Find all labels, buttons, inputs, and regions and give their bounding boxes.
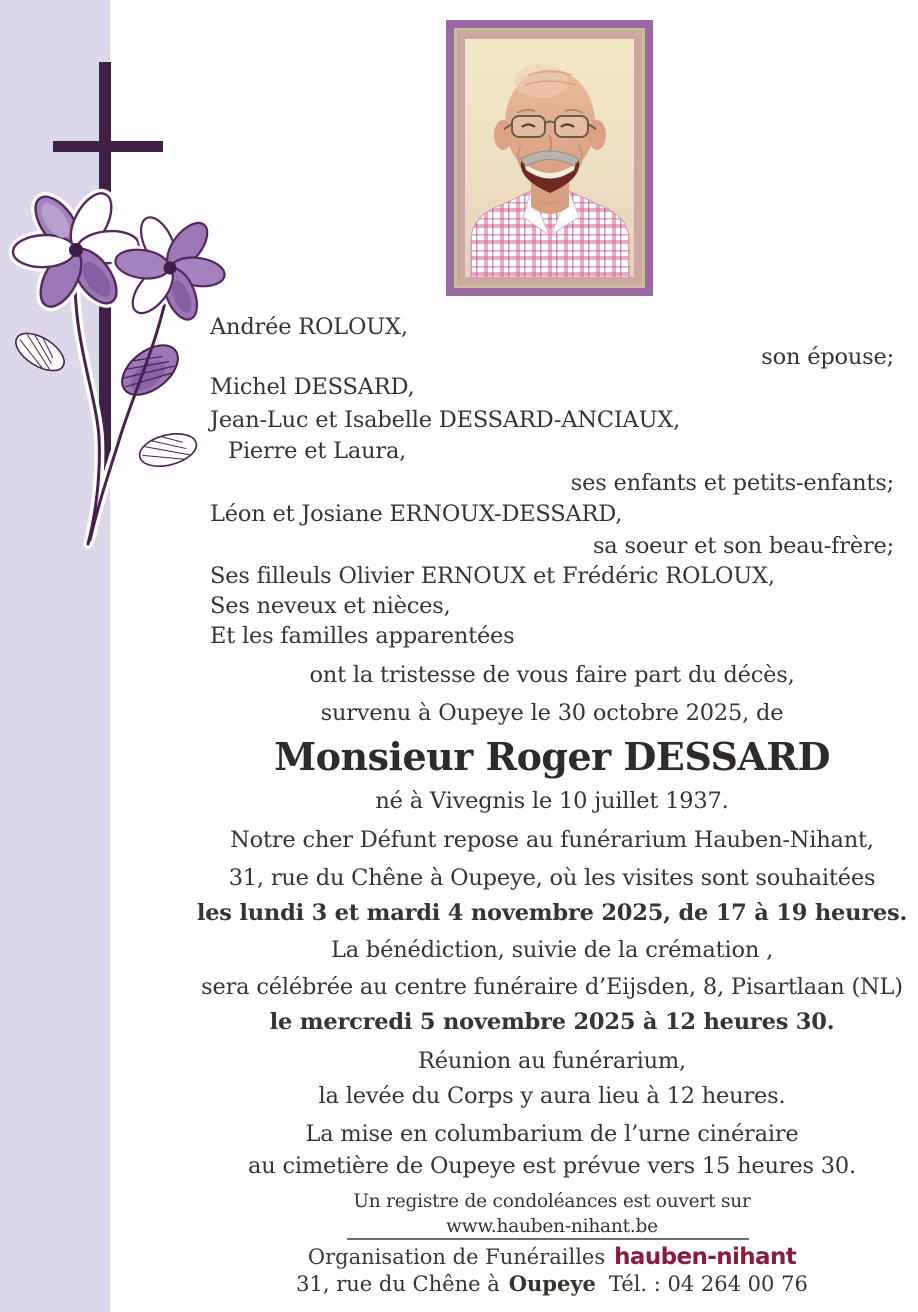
wake-line-1: Notre cher Défunt repose au funérarium Hauben-Nihant, [230, 827, 874, 853]
family-line-son: Michel DESSARD, [210, 374, 415, 400]
family-line-related: Et les familles apparentées [210, 623, 515, 649]
website-url: www.hauben-nihant.be [446, 1216, 658, 1237]
family-line-nephews: Ses neveux et nièces, [210, 593, 451, 619]
cross-icon [53, 141, 163, 152]
ceremony-line-2: sera célébrée au centre funéraire d’Eijsden, 8, Pisartlaan (NL) [201, 974, 903, 1000]
family-line-children: Jean-Luc et Isabelle DESSARD-ANCIAUX, [210, 407, 681, 433]
ceremony-date-line: le mercredi 5 novembre 2025 à 12 heures 30. [269, 1009, 835, 1035]
columbarium-line-1: La mise en columbarium de l’urne cinéraire [305, 1121, 799, 1147]
announcement-line-1: ont la tristesse de vous faire part du décès, [309, 662, 795, 688]
wake-line-2: 31, rue du Chêne à Oupeye, où les visites sont souhaitées [228, 865, 876, 891]
footer-phone: Tél. : 04 264 00 76 [608, 1272, 808, 1296]
deceased-name-title: Monsieur Roger DESSARD [274, 734, 830, 779]
reunion-line-2: la levée du Corps y aura lieu à 12 heures. [318, 1083, 786, 1109]
photo-frame-inner-border [454, 28, 645, 288]
register-line: Un registre de condoléances est ouvert sur [353, 1191, 751, 1212]
funeral-home-logo: hauben-nihant [614, 1244, 797, 1270]
photo-frame-mat [457, 31, 642, 285]
footer-address-line [186, 1271, 918, 1296]
photo-frame [446, 20, 653, 296]
ceremony-line-1: La bénédiction, suivie de la crémation , [330, 937, 774, 963]
announcement-line-2: survenu à Oupeye le 30 octobre 2025, de [320, 700, 784, 726]
footer-address-city: Oupeye [508, 1271, 596, 1296]
relation-label-sister: sa soeur et son beau-frère; [592, 533, 894, 559]
footer-divider [347, 1238, 749, 1240]
columbarium-line-2: au cimetière de Oupeye est prévue vers 15 heures 30. [248, 1153, 856, 1179]
relation-label-children: ses enfants et petits-enfants; [570, 470, 894, 496]
wake-dates-line: les lundi 3 et mardi 4 novembre 2025, de 17 à 19 heures. [196, 900, 908, 926]
birth-line: né à Vivegnis le 10 juillet 1937. [375, 788, 729, 814]
footer-address: 31, rue du Chêne à [296, 1272, 500, 1296]
family-line-grandchildren: Pierre et Laura, [228, 438, 407, 464]
deceased-portrait-photo [465, 39, 634, 277]
reunion-line-1: Réunion au funérarium, [417, 1048, 686, 1074]
organisation-label: Organisation de Funérailles [307, 1245, 606, 1269]
family-line-sister: Léon et Josiane ERNOUX-DESSARD, [210, 501, 623, 527]
footer-organisation-line [186, 1244, 918, 1270]
family-line-spouse-name: Andrée ROLOUX, [210, 314, 408, 340]
relation-label-spouse: son épouse; [761, 344, 894, 370]
family-line-godsons: Ses filleuls Olivier ERNOUX et Frédéric ROLOUX, [210, 563, 775, 589]
